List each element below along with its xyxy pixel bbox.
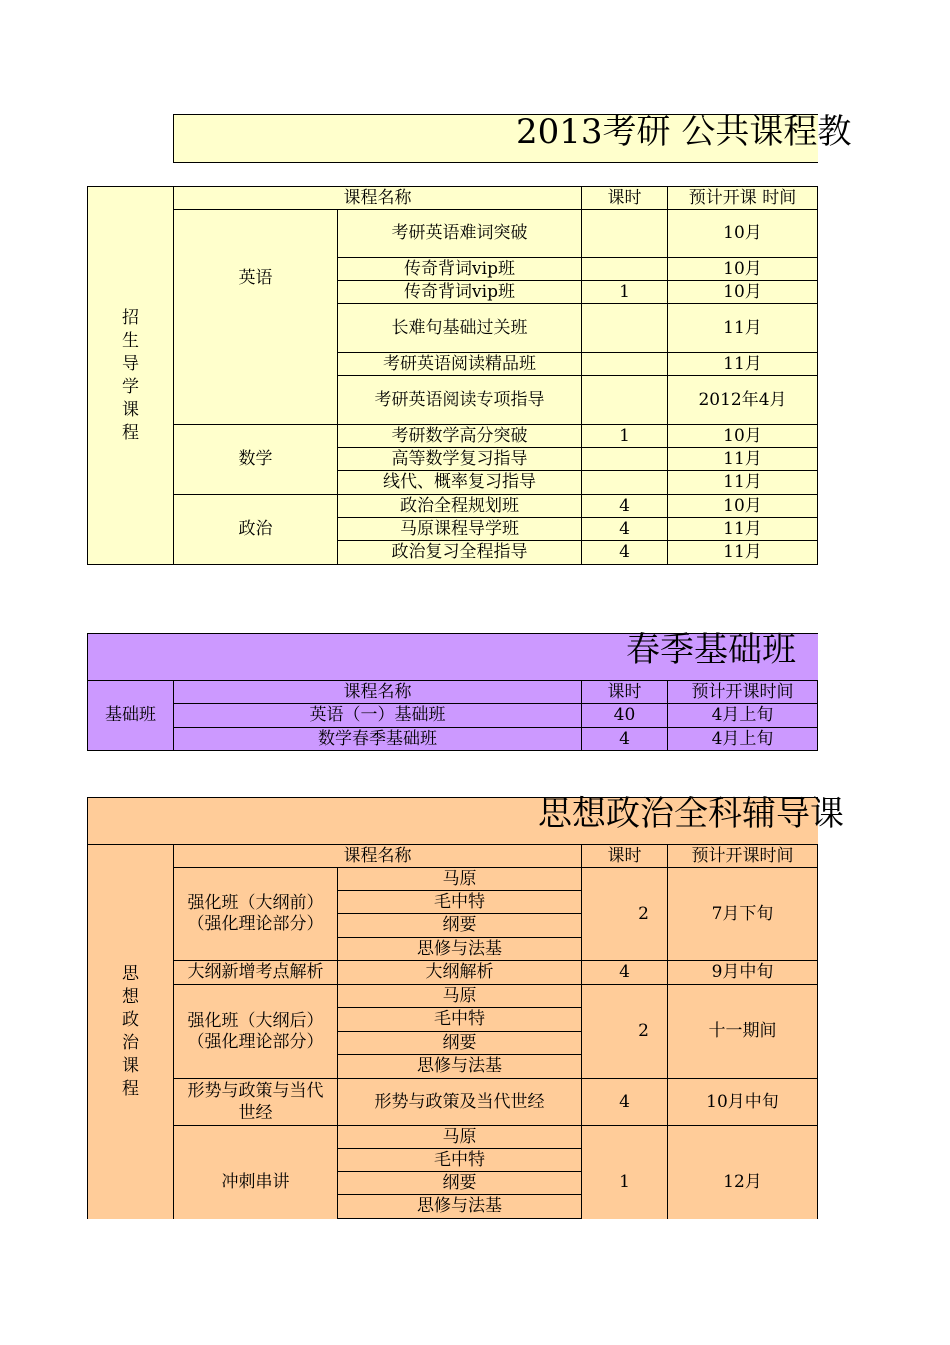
header-hours: 课时 xyxy=(581,844,668,868)
course-cell: 传奇背词vip班 xyxy=(337,257,582,281)
hours-cell xyxy=(581,257,668,281)
header-course-name: 课程名称 xyxy=(173,186,582,210)
course-cell: 思修与法基 xyxy=(337,1194,582,1219)
time-cell: 10月中旬 xyxy=(667,1078,818,1126)
course-cell: 思修与法基 xyxy=(337,1054,582,1079)
time-cell: 10月 xyxy=(667,257,818,281)
course-cell: 线代、概率复习指导 xyxy=(337,470,582,495)
time-cell: 11月 xyxy=(667,470,818,495)
time-cell: 11月 xyxy=(667,303,818,353)
group-name: 形势与政策与当代 世经 xyxy=(173,1078,338,1126)
hours-cell xyxy=(581,209,668,258)
group-math: 数学 xyxy=(173,424,338,495)
group-name: 大纲新增考点解析 xyxy=(173,960,338,985)
time-cell: 2012年4月 xyxy=(667,375,818,425)
course-cell: 考研英语难词突破 xyxy=(337,209,582,258)
group-english: 英语 xyxy=(173,209,338,425)
course-cell: 政治全程规划班 xyxy=(337,494,582,518)
time-cell: 4月上旬 xyxy=(667,703,818,728)
course-cell: 考研数学高分突破 xyxy=(337,424,582,448)
hours-cell: 4 xyxy=(581,517,668,541)
course-cell: 纲要 xyxy=(337,1171,582,1195)
header-course-name: 课程名称 xyxy=(173,844,582,868)
course-cell: 纲要 xyxy=(337,913,582,938)
section2-title: 春季基础班 xyxy=(626,630,796,670)
group-name: 冲刺串讲 xyxy=(173,1125,338,1219)
course-cell: 马原课程导学班 xyxy=(337,517,582,541)
course-cell: 考研英语阅读专项指导 xyxy=(337,375,582,425)
time-cell: 7月下旬 xyxy=(667,867,818,961)
course-cell: 纲要 xyxy=(337,1031,582,1055)
header-course-name: 课程名称 xyxy=(173,680,582,704)
hours-cell xyxy=(581,303,668,353)
course-cell: 高等数学复习指导 xyxy=(337,447,582,471)
header-hours: 课时 xyxy=(581,680,668,704)
time-cell: 11月 xyxy=(667,540,818,565)
section1-side-label: 招 生 导 学 课 程 xyxy=(87,186,174,565)
time-cell: 11月 xyxy=(667,352,818,376)
course-cell: 英语（一）基础班 xyxy=(173,703,582,728)
header-start-time: 预计开课 时间 xyxy=(667,186,818,210)
hours-cell: 2 xyxy=(581,867,668,961)
time-cell: 11月 xyxy=(667,517,818,541)
course-cell: 传奇背词vip班 xyxy=(337,280,582,304)
course-cell: 形势与政策及当代世经 xyxy=(337,1078,582,1126)
course-cell: 毛中特 xyxy=(337,890,582,914)
time-cell: 9月中旬 xyxy=(667,960,818,985)
header-start-time: 预计开课时间 xyxy=(667,680,818,704)
time-cell: 十一期间 xyxy=(667,984,818,1079)
time-cell: 10月 xyxy=(667,209,818,258)
group-name: 强化班（大纲后） （强化理论部分） xyxy=(173,984,338,1079)
time-cell: 10月 xyxy=(667,494,818,518)
hours-cell: 4 xyxy=(581,727,668,751)
hours-cell: 40 xyxy=(581,703,668,728)
course-cell: 马原 xyxy=(337,867,582,891)
header-start-time: 预计开课时间 xyxy=(667,844,818,868)
hours-cell: 1 xyxy=(581,424,668,448)
header-hours: 课时 xyxy=(581,186,668,210)
time-cell: 11月 xyxy=(667,447,818,471)
hours-cell: 4 xyxy=(581,1078,668,1126)
course-cell: 毛中特 xyxy=(337,1148,582,1172)
section1-title: 2013考研 公共课程教 xyxy=(516,112,852,152)
course-cell: 考研英语阅读精品班 xyxy=(337,352,582,376)
hours-cell: 4 xyxy=(581,540,668,565)
course-cell: 政治复习全程指导 xyxy=(337,540,582,565)
course-cell: 毛中特 xyxy=(337,1007,582,1032)
course-cell: 长难句基础过关班 xyxy=(337,303,582,353)
course-cell: 数学春季基础班 xyxy=(173,727,582,751)
hours-cell: 4 xyxy=(581,960,668,985)
hours-cell: 4 xyxy=(581,494,668,518)
hours-cell xyxy=(581,470,668,495)
course-cell: 大纲解析 xyxy=(337,960,582,985)
hours-cell: 2 xyxy=(581,984,668,1079)
section3-title: 思想政治全科辅导课 xyxy=(538,794,844,834)
hours-cell xyxy=(581,352,668,376)
hours-cell xyxy=(581,447,668,471)
hours-cell xyxy=(581,375,668,425)
course-cell: 思修与法基 xyxy=(337,937,582,961)
time-cell: 4月上旬 xyxy=(667,727,818,751)
group-politics: 政治 xyxy=(173,494,338,565)
group-name: 强化班（大纲前） （强化理论部分） xyxy=(173,867,338,961)
course-cell: 马原 xyxy=(337,984,582,1008)
section2-side-label: 基础班 xyxy=(87,680,174,751)
course-cell: 马原 xyxy=(337,1125,582,1149)
time-cell: 10月 xyxy=(667,280,818,304)
hours-cell: 1 xyxy=(581,280,668,304)
hours-cell: 1 xyxy=(581,1125,668,1219)
section3-side-label: 思 想 政 治 课 程 xyxy=(87,844,174,1219)
time-cell: 10月 xyxy=(667,424,818,448)
time-cell: 12月 xyxy=(667,1125,818,1219)
